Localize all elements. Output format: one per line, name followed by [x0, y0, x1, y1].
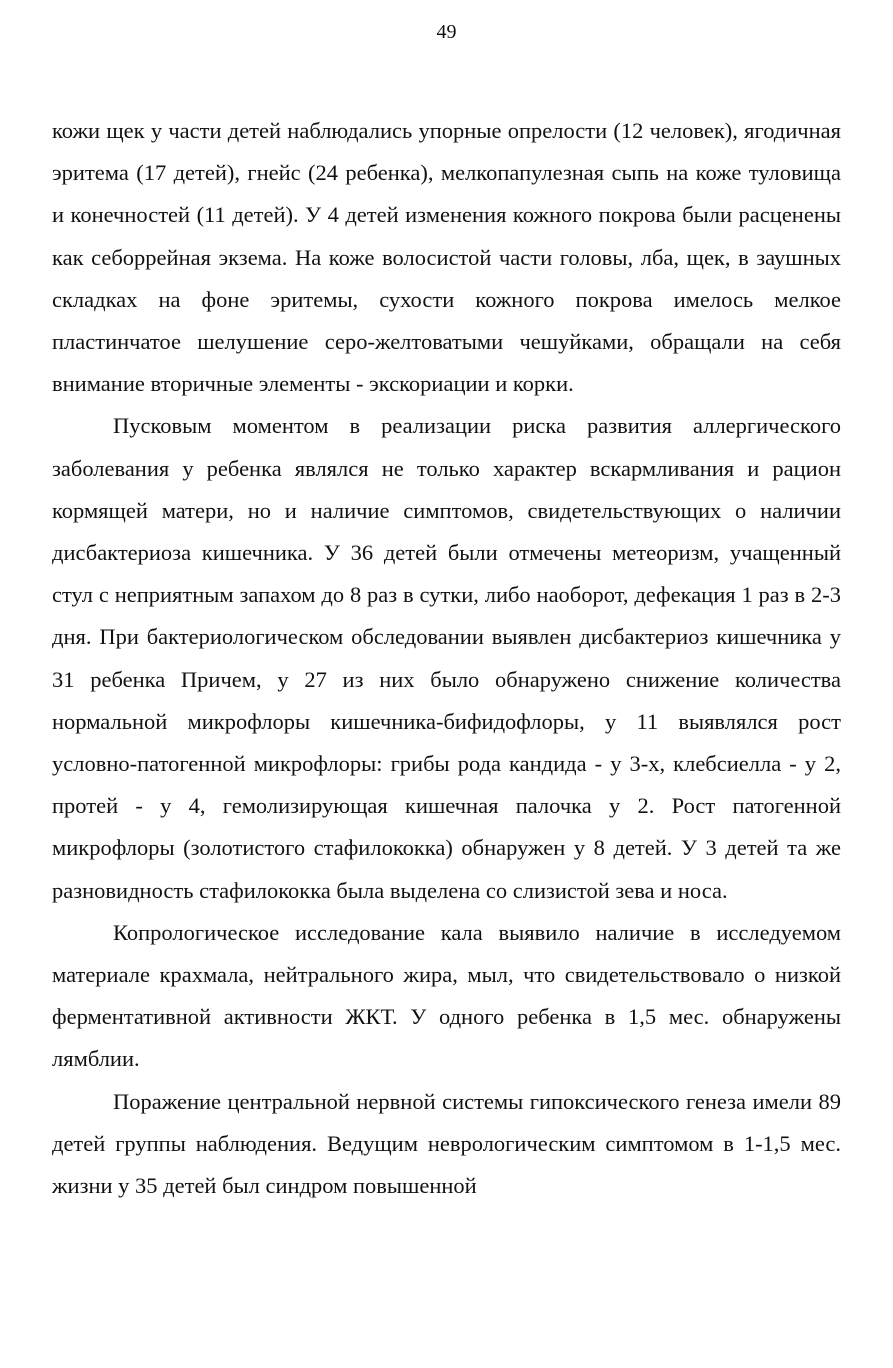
paragraph-cns-lesion: Поражение центральной нервной системы гипоксического генеза имели 89 детей группы наблюдения. Ведущим неврологическим симптомом в 1-1,5 мес. жизни у 35 детей был синдром повышенной	[52, 1088, 841, 1199]
paragraph-dysbacteriosis: Пусковым моментом в реализации риска развития аллергического заболевания у ребенка являлся не только характер вскармливания и рацион кормящей матери, но и наличие симптомов, свидетельствующих о наличии дисбактериоза кишечника. У 36 детей были отмечены метеоризм, учащенный стул с неприятным запахом до 8 раз в сутки, либо наоборот, дефекация 1 раз в 2-3 дня. При бактериологическом обследовании выявлен дисбактериоз кишечника у 31 ребенка Причем, у 27 из них было обнаружено снижение количества нормальной микрофлоры кишечника-бифидофлоры, у 11 выявлялся рост условно-патогенной микрофлоры: грибы рода кандида - у 3-х, клебсиелла - у 2, протей - у 4, гемолизирующая кишечная палочка у 2. Рост патогенной микрофлоры (золотистого стафилококка) обнаружен у 8 детей. У 3 детей та же разновидность стафилококка была выделена со слизистой зева и носа.	[52, 413, 841, 903]
paragraph-coprology: Копрологическое исследование кала выявило наличие в исследуемом материале крахмала, нейтрального жира, мыл, что свидетельствовало о низкой ферментативной активности ЖКТ. У одного ребенка в 1,5 мес. обнаружены лямблии.	[52, 919, 841, 1072]
body-text	[52, 110, 841, 1207]
paragraph-skin-findings: кожи щек у части детей наблюдались упорные опрелости (12 человек), ягодичная эритема (17 детей), гнейс (24 ребенка), мелкопапулезная сыпь на коже туловища и конечностей (11 детей). У 4 детей изменения кожного покрова были расценены как себоррейная экзема. На коже волосистой части головы, лба, щек, в заушных складках на фоне эритемы, сухости кожного покрова имелось мелкое пластинчатое шелушение серо-желтоватыми чешуйками, обращали на себя внимание вторичные элементы - экскориации и корки.	[52, 118, 841, 397]
page-number: 49	[436, 21, 457, 43]
